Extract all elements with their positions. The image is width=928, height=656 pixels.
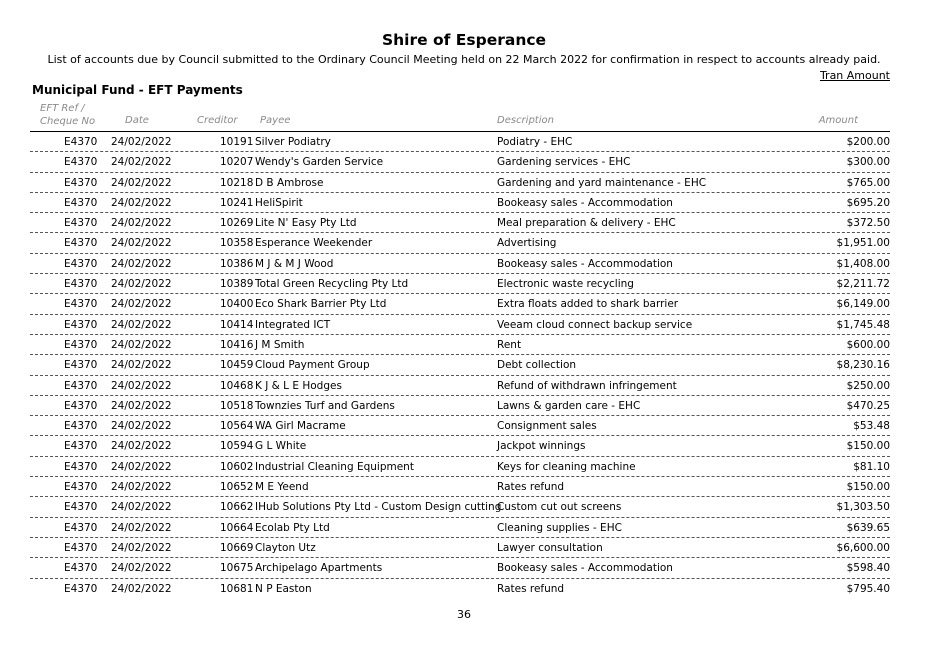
cell-date: 24/02/2022 [111, 379, 172, 392]
cell-ref: E4370 [64, 318, 98, 331]
cell-amount: $150.00 [846, 481, 890, 494]
cell-date: 24/02/2022 [111, 176, 172, 189]
cell-creditor: 10518 [220, 399, 254, 412]
cell-description: Electronic waste recycling [497, 278, 634, 291]
cell-description: Meal preparation & delivery - EHC [497, 217, 676, 230]
cell-ref: E4370 [64, 359, 98, 372]
table-row [30, 213, 890, 233]
cell-date: 24/02/2022 [111, 501, 172, 514]
cell-amount: $695.20 [846, 196, 890, 209]
cell-amount: $6,600.00 [836, 541, 890, 554]
cell-amount: $6,149.00 [836, 298, 890, 311]
cell-description: Bookeasy sales - Accommodation [497, 257, 673, 270]
cell-payee: D B Ambrose [255, 176, 324, 189]
cell-ref: E4370 [64, 237, 98, 250]
table-row [30, 193, 890, 213]
cell-description: Advertising [497, 237, 557, 250]
cell-description: Debt collection [497, 359, 577, 372]
cell-date: 24/02/2022 [111, 521, 172, 534]
cell-description: Consignment sales [497, 420, 597, 433]
table-row [30, 173, 890, 193]
cell-creditor: 10358 [220, 237, 254, 250]
table-row [30, 315, 890, 335]
cell-amount: $150.00 [846, 440, 890, 453]
cell-description: Bookeasy sales - Accommodation [497, 562, 673, 575]
cell-payee: M J & M J Wood [255, 257, 334, 270]
cell-payee: N P Easton [255, 582, 312, 595]
table-row [30, 558, 890, 578]
table-row [30, 355, 890, 375]
cell-amount: $600.00 [846, 338, 890, 351]
header-description: Description [497, 115, 554, 126]
cell-creditor: 10669 [220, 541, 254, 554]
cell-creditor: 10207 [220, 156, 254, 169]
cell-description: Rent [497, 338, 522, 351]
cell-creditor: 10386 [220, 257, 254, 270]
cell-payee: Silver Podiatry [255, 136, 331, 148]
cell-amount: $1,951.00 [836, 237, 890, 250]
table-row [30, 233, 890, 253]
cell-amount: $765.00 [846, 176, 890, 189]
table-header [30, 100, 890, 132]
header-ref-line1: EFT Ref / [40, 103, 85, 114]
cell-creditor: 10675 [220, 562, 254, 575]
table-row [30, 497, 890, 517]
cell-ref: E4370 [64, 136, 98, 148]
cell-ref: E4370 [64, 562, 98, 575]
cell-payee: Integrated ICT [255, 318, 331, 331]
cell-payee: Archipelago Apartments [255, 562, 383, 575]
cell-amount: $1,303.50 [836, 501, 890, 514]
cell-description: Custom cut out screens [497, 501, 622, 514]
cell-description: Lawyer consultation [497, 541, 603, 554]
cell-date: 24/02/2022 [111, 399, 172, 412]
cell-ref: E4370 [64, 521, 98, 534]
cell-description: Refund of withdrawn infringement [497, 379, 677, 392]
table-row [30, 436, 890, 456]
cell-creditor: 10681 [220, 582, 254, 595]
cell-date: 24/02/2022 [111, 440, 172, 453]
cell-creditor: 10652 [220, 481, 254, 494]
cell-creditor: 10400 [220, 298, 254, 311]
cell-description: Podiatry - EHC [497, 136, 573, 148]
cell-date: 24/02/2022 [111, 460, 172, 473]
cell-description: Keys for cleaning machine [497, 460, 636, 473]
cell-date: 24/02/2022 [111, 481, 172, 494]
cell-amount: $470.25 [846, 399, 890, 412]
cell-date: 24/02/2022 [111, 196, 172, 209]
table-row [30, 416, 890, 436]
cell-creditor: 10218 [220, 176, 254, 189]
cell-amount: $250.00 [846, 379, 890, 392]
cell-description: Cleaning supplies - EHC [497, 521, 622, 534]
cell-amount: $81.10 [853, 460, 890, 473]
cell-payee: WA Girl Macrame [255, 420, 346, 433]
cell-creditor: 10602 [220, 460, 254, 473]
cell-ref: E4370 [64, 582, 98, 595]
cell-payee: HeliSpirit [255, 196, 303, 209]
cell-creditor: 10191 [220, 136, 254, 148]
document-subtitle: List of accounts due by Council submitted to the Ordinary Council Meeting held on 22 March 2022 for confirmation in respect to accounts already paid. [47, 53, 881, 66]
cell-date: 24/02/2022 [111, 562, 172, 575]
cell-ref: E4370 [64, 278, 98, 291]
cell-payee: Ecolab Pty Ltd [255, 521, 330, 534]
cell-description: Jackpot winnings [497, 440, 586, 453]
cell-creditor: 10241 [220, 196, 254, 209]
tran-amount-label: Tran Amount [819, 69, 890, 82]
cell-amount: $598.40 [846, 562, 890, 575]
table-row [30, 457, 890, 477]
cell-payee: Esperance Weekender [255, 237, 373, 250]
cell-description: Lawns & garden care - EHC [497, 399, 641, 412]
cell-creditor: 10269 [220, 217, 254, 230]
cell-payee: Industrial Cleaning Equipment [255, 460, 414, 473]
cell-payee: G L White [255, 440, 307, 453]
header-date: Date [125, 115, 149, 126]
cell-ref: E4370 [64, 156, 98, 169]
table-row [30, 152, 890, 172]
cell-ref: E4370 [64, 338, 98, 351]
cell-amount: $1,745.48 [836, 318, 890, 331]
cell-creditor: 10664 [220, 521, 254, 534]
cell-date: 24/02/2022 [111, 156, 172, 169]
table-row [30, 335, 890, 355]
table-row [30, 579, 890, 599]
cell-payee: M E Yeend [255, 481, 309, 494]
cell-ref: E4370 [64, 460, 98, 473]
cell-payee: Total Green Recycling Pty Ltd [255, 278, 409, 291]
cell-date: 24/02/2022 [111, 298, 172, 311]
cell-amount: $1,408.00 [836, 257, 890, 270]
cell-payee: Cloud Payment Group [255, 359, 370, 372]
page-number: 36 [457, 608, 471, 621]
cell-payee: Lite N' Easy Pty Ltd [255, 217, 357, 230]
cell-ref: E4370 [64, 481, 98, 494]
header-ref [40, 102, 95, 128]
table-row [30, 477, 890, 497]
cell-ref: E4370 [64, 501, 98, 514]
cell-date: 24/02/2022 [111, 318, 172, 331]
cell-ref: E4370 [64, 217, 98, 230]
header-payee: Payee [260, 115, 291, 126]
cell-creditor: 10564 [220, 420, 254, 433]
cell-ref: E4370 [64, 257, 98, 270]
cell-amount: $300.00 [846, 156, 890, 169]
header-ref-line2: Cheque No [40, 116, 96, 127]
cell-date: 24/02/2022 [111, 278, 172, 291]
cell-amount: $8,230.16 [836, 359, 890, 372]
table-row [30, 294, 890, 314]
cell-date: 24/02/2022 [111, 217, 172, 230]
cell-payee: IHub Solutions Pty Ltd - Custom Design cutting [255, 501, 502, 514]
cell-description: Veeam cloud connect backup service [497, 318, 693, 331]
cell-ref: E4370 [64, 440, 98, 453]
cell-ref: E4370 [64, 298, 98, 311]
cell-creditor: 10389 [220, 278, 254, 291]
table-row [30, 274, 890, 294]
cell-payee: Townzies Turf and Gardens [255, 399, 395, 412]
cell-ref: E4370 [64, 420, 98, 433]
table-row [30, 518, 890, 538]
header-amount: Amount [818, 115, 858, 126]
table-row [30, 396, 890, 416]
cell-amount: $200.00 [846, 136, 890, 148]
cell-ref: E4370 [64, 541, 98, 554]
cell-ref: E4370 [64, 176, 98, 189]
fund-heading: Municipal Fund - EFT Payments [32, 83, 243, 97]
cell-payee: Wendy's Garden Service [255, 156, 384, 169]
payments-table-body [30, 132, 890, 599]
cell-ref: E4370 [64, 379, 98, 392]
cell-date: 24/02/2022 [111, 582, 172, 595]
cell-payee: Eco Shark Barrier Pty Ltd [255, 298, 387, 311]
cell-date: 24/02/2022 [111, 420, 172, 433]
cell-creditor: 10662 [220, 501, 254, 514]
table-row [30, 538, 890, 558]
cell-payee: Clayton Utz [255, 541, 316, 554]
cell-creditor: 10416 [220, 338, 254, 351]
cell-creditor: 10468 [220, 379, 254, 392]
cell-description: Gardening and yard maintenance - EHC [497, 176, 707, 189]
cell-creditor: 10414 [220, 318, 254, 331]
cell-date: 24/02/2022 [111, 257, 172, 270]
cell-payee: K J & L E Hodges [255, 379, 342, 392]
cell-creditor: 10459 [220, 359, 254, 372]
cell-date: 24/02/2022 [111, 237, 172, 250]
cell-amount: $639.65 [846, 521, 890, 534]
cell-date: 24/02/2022 [111, 541, 172, 554]
cell-amount: $372.50 [846, 217, 890, 230]
cell-description: Extra floats added to shark barrier [497, 298, 679, 311]
cell-date: 24/02/2022 [111, 136, 172, 148]
cell-payee: J M Smith [255, 338, 305, 351]
cell-description: Rates refund [497, 582, 565, 595]
cell-date: 24/02/2022 [111, 359, 172, 372]
cell-description: Gardening services - EHC [497, 156, 631, 169]
cell-ref: E4370 [64, 399, 98, 412]
table-row [30, 254, 890, 274]
cell-date: 24/02/2022 [111, 338, 172, 351]
cell-ref: E4370 [64, 196, 98, 209]
cell-amount: $53.48 [853, 420, 890, 433]
cell-description: Bookeasy sales - Accommodation [497, 196, 673, 209]
table-row [30, 376, 890, 396]
table-row [30, 132, 890, 152]
cell-description: Rates refund [497, 481, 565, 494]
cell-creditor: 10594 [220, 440, 254, 453]
cell-amount: $2,211.72 [836, 278, 890, 291]
cell-amount: $795.40 [846, 582, 890, 595]
document-title: Shire of Esperance [381, 31, 547, 49]
header-creditor: Creditor [197, 115, 238, 126]
